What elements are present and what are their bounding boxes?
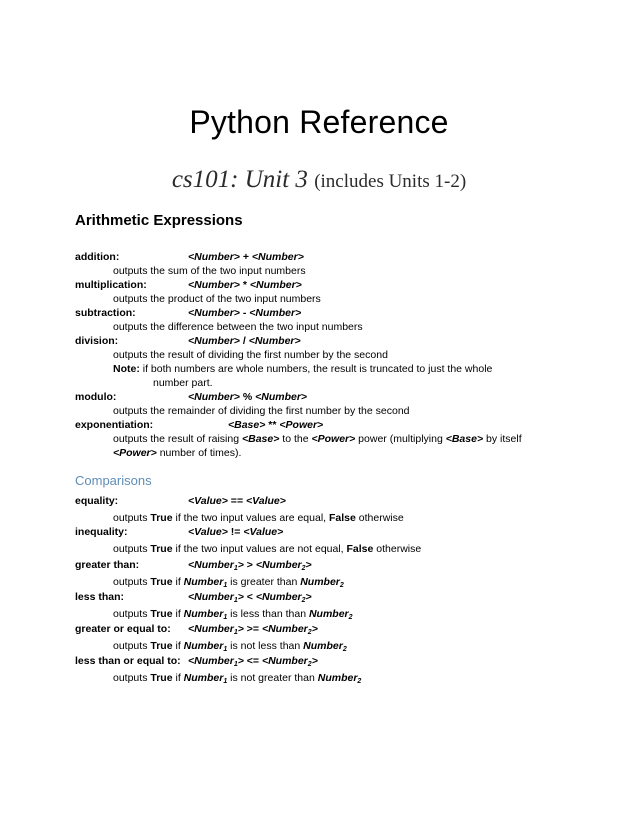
term-label: inequality: (75, 526, 128, 538)
syntax: <Number$_1$> <= <Number$_2$> (188, 655, 318, 668)
description-continuation: <Power> number of times). (113, 447, 242, 459)
term-label: less than or equal to: (75, 655, 181, 667)
subtitle-parenthetical: (includes Units 1-2) (314, 171, 467, 192)
description: outputs True if Number$_1$ is less than than Number$_2$ (113, 608, 353, 621)
section-heading-comparisons: Comparisons (75, 473, 152, 488)
syntax: <Number> / <Number> (188, 335, 301, 347)
description: outputs the sum of the two input numbers (113, 265, 306, 277)
term-label: exponentiation: (75, 419, 154, 431)
syntax: <Value> == <Value> (188, 495, 286, 507)
syntax: <Base> ** <Power> (228, 419, 324, 431)
subtitle-main: cs101: Unit 3 (171, 166, 308, 193)
page-title: Python Reference (189, 104, 449, 140)
term-label: addition: (75, 251, 120, 263)
syntax: <Number> + <Number> (188, 251, 304, 263)
syntax: <Number$_1$> > <Number$_2$> (188, 559, 312, 572)
term-label: division: (75, 335, 119, 347)
description: outputs True if Number$_1$ is not greater than Number$_2$ (113, 672, 362, 685)
description: outputs the product of the two input numbers (113, 293, 321, 305)
syntax: <Number> % <Number> (188, 391, 308, 403)
syntax: <Number> * <Number> (188, 279, 302, 291)
term-label: less than: (75, 591, 125, 603)
syntax: <Number> - <Number> (188, 307, 302, 319)
term-label: greater than: (75, 559, 140, 571)
term-label: modulo: (75, 391, 117, 403)
syntax: <Value> != <Value> (188, 526, 284, 538)
description: outputs True if Number$_1$ is greater than Number$_2$ (113, 576, 344, 589)
description: outputs the result of dividing the first number by the second (113, 349, 388, 361)
note: Note: if both numbers are whole numbers, the result is truncated to just the whole (113, 363, 493, 375)
description: outputs True if the two input values are equal, False otherwise (113, 512, 404, 524)
syntax: <Number$_1$> >= <Number$_2$> (188, 623, 318, 636)
description: outputs the remainder of dividing the first number by the second (113, 405, 410, 417)
page-subtitle (0, 166, 638, 194)
description: outputs the difference between the two input numbers (113, 321, 363, 333)
term-label: subtraction: (75, 307, 136, 319)
note-continuation: number part. (153, 377, 213, 389)
term-label: equality: (75, 495, 119, 507)
syntax: <Number$_1$> < <Number$_2$> (188, 591, 312, 604)
term-label: multiplication: (75, 279, 147, 291)
description: outputs the result of raising <Base> to the <Power> power (multiplying <Base> by itself (113, 433, 522, 445)
term-label: greater or equal to: (75, 623, 171, 635)
description: outputs True if the two input values are not equal, False otherwise (113, 543, 422, 555)
description: outputs True if Number$_1$ is not less than Number$_2$ (113, 640, 347, 653)
section-heading-arithmetic: Arithmetic Expressions (75, 212, 243, 229)
